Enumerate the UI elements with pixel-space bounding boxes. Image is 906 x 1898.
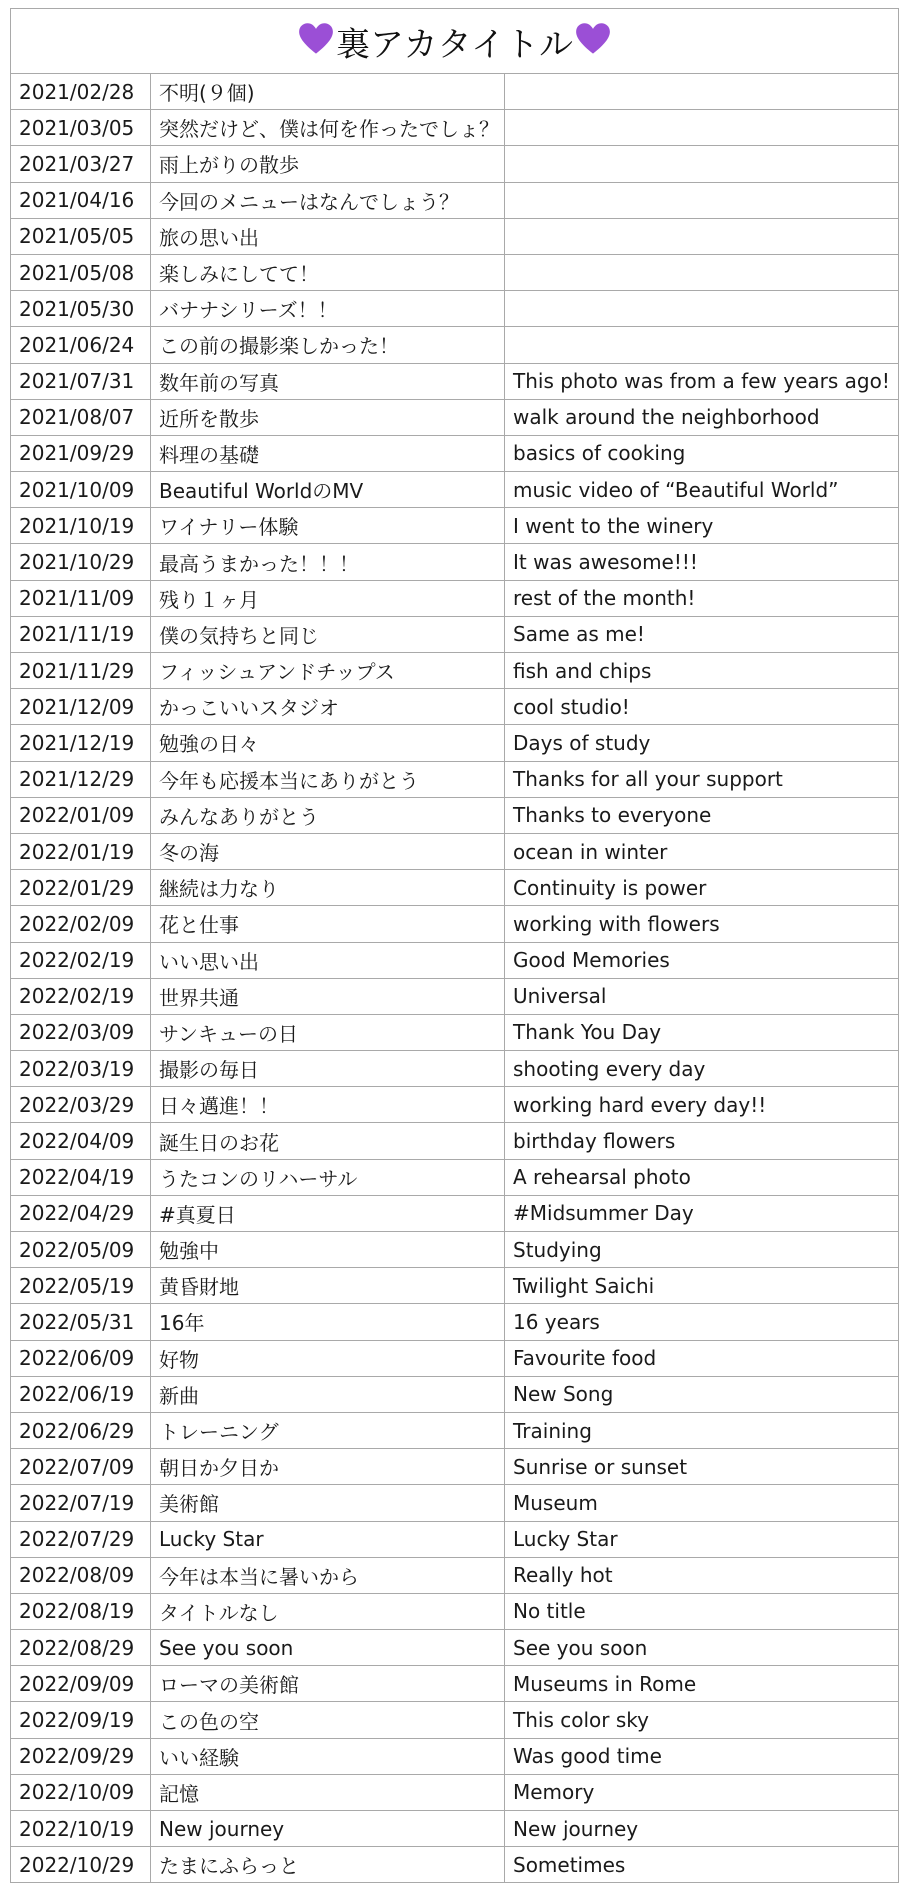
english-title-cell: ocean in winter: [505, 833, 899, 869]
table-row: [11, 1304, 899, 1340]
table-row: [11, 1376, 899, 1412]
date-cell: 2022/06/09: [11, 1340, 151, 1376]
purple-heart-icon: [298, 21, 334, 57]
english-title-cell: Training: [505, 1412, 899, 1448]
english-title-cell: I went to the winery: [505, 508, 899, 544]
table-row: [11, 580, 899, 616]
date-cell: 2022/04/19: [11, 1159, 151, 1195]
date-cell: 2022/01/29: [11, 870, 151, 906]
table-row: [11, 1449, 899, 1485]
english-title-cell: See you soon: [505, 1630, 899, 1666]
table-row: [11, 435, 899, 471]
japanese-title-cell: 数年前の写真: [151, 363, 505, 399]
english-title-cell: Days of study: [505, 725, 899, 761]
date-cell: 2021/11/19: [11, 616, 151, 652]
english-title-cell: New journey: [505, 1811, 899, 1847]
english-title-cell: Museums in Rome: [505, 1666, 899, 1702]
japanese-title-cell: 新曲: [151, 1376, 505, 1412]
japanese-title-cell: 最高うまかった！！！: [151, 544, 505, 580]
japanese-title-cell: 朝日か夕日か: [151, 1449, 505, 1485]
japanese-title-cell: 好物: [151, 1340, 505, 1376]
japanese-title-cell: 不明(９個): [151, 74, 505, 110]
table-row: [11, 1557, 899, 1593]
table-row: [11, 1702, 899, 1738]
table-row: [11, 1738, 899, 1774]
date-cell: 2021/02/28: [11, 74, 151, 110]
date-cell: 2021/06/24: [11, 327, 151, 363]
english-title-cell: Favourite food: [505, 1340, 899, 1376]
japanese-title-cell: #真夏日: [151, 1195, 505, 1231]
japanese-title-cell: 撮影の毎日: [151, 1051, 505, 1087]
date-cell: 2022/08/19: [11, 1593, 151, 1629]
japanese-title-cell: 近所を散歩: [151, 399, 505, 435]
japanese-title-cell: 冬の海: [151, 833, 505, 869]
date-cell: 2021/10/19: [11, 508, 151, 544]
english-title-cell: Universal: [505, 978, 899, 1014]
japanese-title-cell: みんなありがとう: [151, 797, 505, 833]
date-cell: 2021/09/29: [11, 435, 151, 471]
date-cell: 2021/08/07: [11, 399, 151, 435]
english-title-cell: [505, 254, 899, 290]
table-row: [11, 1666, 899, 1702]
date-cell: 2021/03/27: [11, 146, 151, 182]
table-row: [11, 1847, 899, 1883]
japanese-title-cell: 料理の基礎: [151, 435, 505, 471]
date-cell: 2022/04/29: [11, 1195, 151, 1231]
english-title-cell: Good Memories: [505, 942, 899, 978]
table-row: [11, 1051, 899, 1087]
japanese-title-cell: 旅の思い出: [151, 218, 505, 254]
english-title-cell: walk around the neighborhood: [505, 399, 899, 435]
date-cell: 2022/10/09: [11, 1774, 151, 1810]
table-row: [11, 1630, 899, 1666]
table-row: [11, 725, 899, 761]
date-cell: 2021/03/05: [11, 110, 151, 146]
japanese-title-cell: Lucky Star: [151, 1521, 505, 1557]
japanese-title-cell: うたコンのリハーサル: [151, 1159, 505, 1195]
japanese-title-cell: 僕の気持ちと同じ: [151, 616, 505, 652]
table-row: [11, 1340, 899, 1376]
english-title-cell: Lucky Star: [505, 1521, 899, 1557]
english-title-cell: [505, 327, 899, 363]
english-title-cell: Museum: [505, 1485, 899, 1521]
table-row: [11, 363, 899, 399]
english-title-cell: [505, 291, 899, 327]
english-title-cell: No title: [505, 1593, 899, 1629]
table-row: [11, 1593, 899, 1629]
table-row: [11, 1811, 899, 1847]
date-cell: 2022/05/31: [11, 1304, 151, 1340]
japanese-title-cell: 記憶: [151, 1774, 505, 1810]
date-cell: 2022/10/19: [11, 1811, 151, 1847]
date-cell: 2022/09/29: [11, 1738, 151, 1774]
date-cell: 2022/06/19: [11, 1376, 151, 1412]
japanese-title-cell: バナナシリーズ！！: [151, 291, 505, 327]
title-list-sheet: [10, 8, 898, 1883]
date-cell: 2021/05/05: [11, 218, 151, 254]
japanese-title-cell: この前の撮影楽しかった！: [151, 327, 505, 363]
english-title-cell: working with flowers: [505, 906, 899, 942]
japanese-title-cell: 黄昏財地: [151, 1268, 505, 1304]
date-cell: 2022/04/09: [11, 1123, 151, 1159]
japanese-title-cell: 日々邁進！！: [151, 1087, 505, 1123]
english-title-cell: Sunrise or sunset: [505, 1449, 899, 1485]
date-cell: 2021/11/09: [11, 580, 151, 616]
english-title-cell: Really hot: [505, 1557, 899, 1593]
table-row: [11, 472, 899, 508]
japanese-title-cell: 今年は本当に暑いから: [151, 1557, 505, 1593]
date-cell: 2022/09/09: [11, 1666, 151, 1702]
english-title-cell: This photo was from a few years ago!: [505, 363, 899, 399]
table-row: [11, 1521, 899, 1557]
table-row: [11, 616, 899, 652]
japanese-title-cell: 勉強の日々: [151, 725, 505, 761]
japanese-title-cell: 継続は力なり: [151, 870, 505, 906]
date-cell: 2022/05/09: [11, 1232, 151, 1268]
japanese-title-cell: 花と仕事: [151, 906, 505, 942]
table-row: [11, 182, 899, 218]
date-cell: 2021/10/09: [11, 472, 151, 508]
table-row: [11, 1195, 899, 1231]
table-row: [11, 1412, 899, 1448]
japanese-title-cell: ワイナリー体験: [151, 508, 505, 544]
table-row: [11, 797, 899, 833]
date-cell: 2022/08/29: [11, 1630, 151, 1666]
english-title-cell: [505, 74, 899, 110]
english-title-cell: Memory: [505, 1774, 899, 1810]
table-row: [11, 544, 899, 580]
english-title-cell: Thank You Day: [505, 1014, 899, 1050]
japanese-title-cell: ローマの美術館: [151, 1666, 505, 1702]
title-table: [10, 8, 899, 1883]
japanese-title-cell: フィッシュアンドチップス: [151, 653, 505, 689]
table-row: [11, 254, 899, 290]
table-row: [11, 1014, 899, 1050]
english-title-cell: music video of “Beautiful World”: [505, 472, 899, 508]
english-title-cell: [505, 218, 899, 254]
table-row: [11, 870, 899, 906]
english-title-cell: Twilight Saichi: [505, 1268, 899, 1304]
date-cell: 2022/06/29: [11, 1412, 151, 1448]
table-row: [11, 399, 899, 435]
japanese-title-cell: タイトルなし: [151, 1593, 505, 1629]
japanese-title-cell: See you soon: [151, 1630, 505, 1666]
japanese-title-cell: 残り１ヶ月: [151, 580, 505, 616]
table-row: [11, 291, 899, 327]
english-title-cell: Thanks for all your support: [505, 761, 899, 797]
table-row: [11, 508, 899, 544]
english-title-cell: cool studio!: [505, 689, 899, 725]
english-title-cell: Same as me!: [505, 616, 899, 652]
english-title-cell: Studying: [505, 1232, 899, 1268]
english-title-cell: Was good time: [505, 1738, 899, 1774]
japanese-title-cell: いい経験: [151, 1738, 505, 1774]
japanese-title-cell: 誕生日のお花: [151, 1123, 505, 1159]
date-cell: 2022/07/19: [11, 1485, 151, 1521]
english-title-cell: New Song: [505, 1376, 899, 1412]
english-title-cell: basics of cooking: [505, 435, 899, 471]
english-title-cell: #Midsummer Day: [505, 1195, 899, 1231]
table-row: [11, 1485, 899, 1521]
date-cell: 2021/05/08: [11, 254, 151, 290]
japanese-title-cell: 美術館: [151, 1485, 505, 1521]
date-cell: 2022/03/09: [11, 1014, 151, 1050]
date-cell: 2022/01/19: [11, 833, 151, 869]
table-row: [11, 1232, 899, 1268]
table-row: [11, 110, 899, 146]
english-title-cell: birthday flowers: [505, 1123, 899, 1159]
table-row: [11, 146, 899, 182]
table-row: [11, 1087, 899, 1123]
table-row: [11, 906, 899, 942]
table-row: [11, 833, 899, 869]
date-cell: 2021/04/16: [11, 182, 151, 218]
title-cell: [11, 9, 899, 74]
english-title-cell: 16 years: [505, 1304, 899, 1340]
date-cell: 2022/10/29: [11, 1847, 151, 1883]
title-row: [11, 9, 899, 74]
japanese-title-cell: 今回のメニューはなんでしょう？: [151, 182, 505, 218]
japanese-title-cell: サンキューの日: [151, 1014, 505, 1050]
date-cell: 2022/02/19: [11, 942, 151, 978]
table-row: [11, 218, 899, 254]
japanese-title-cell: Beautiful WorldのMV: [151, 472, 505, 508]
table-row: [11, 74, 899, 110]
date-cell: 2022/05/19: [11, 1268, 151, 1304]
japanese-title-cell: 今年も応援本当にありがとう: [151, 761, 505, 797]
table-row: [11, 1123, 899, 1159]
english-title-cell: A rehearsal photo: [505, 1159, 899, 1195]
table-row: [11, 978, 899, 1014]
english-title-cell: Continuity is power: [505, 870, 899, 906]
english-title-cell: [505, 146, 899, 182]
date-cell: 2022/09/19: [11, 1702, 151, 1738]
date-cell: 2021/05/30: [11, 291, 151, 327]
date-cell: 2022/02/09: [11, 906, 151, 942]
purple-heart-icon: [575, 21, 611, 57]
table-row: [11, 1159, 899, 1195]
english-title-cell: It was awesome!!!: [505, 544, 899, 580]
table-row: [11, 689, 899, 725]
english-title-cell: Sometimes: [505, 1847, 899, 1883]
japanese-title-cell: いい思い出: [151, 942, 505, 978]
table-row: [11, 653, 899, 689]
page-title: 裏アカタイトル: [336, 24, 573, 65]
date-cell: 2022/08/09: [11, 1557, 151, 1593]
japanese-title-cell: かっこいいスタジオ: [151, 689, 505, 725]
english-title-cell: [505, 110, 899, 146]
date-cell: 2021/10/29: [11, 544, 151, 580]
japanese-title-cell: New journey: [151, 1811, 505, 1847]
english-title-cell: Thanks to everyone: [505, 797, 899, 833]
table-row: [11, 327, 899, 363]
date-cell: 2022/01/09: [11, 797, 151, 833]
english-title-cell: rest of the month!: [505, 580, 899, 616]
japanese-title-cell: トレーニング: [151, 1412, 505, 1448]
japanese-title-cell: 雨上がりの散歩: [151, 146, 505, 182]
japanese-title-cell: 楽しみにしてて！: [151, 254, 505, 290]
table-row: [11, 1774, 899, 1810]
table-row: [11, 1268, 899, 1304]
date-cell: 2021/12/29: [11, 761, 151, 797]
table-row: [11, 761, 899, 797]
date-cell: 2022/07/29: [11, 1521, 151, 1557]
english-title-cell: working hard every day!!: [505, 1087, 899, 1123]
date-cell: 2021/11/29: [11, 653, 151, 689]
table-row: [11, 942, 899, 978]
date-cell: 2021/07/31: [11, 363, 151, 399]
date-cell: 2022/03/29: [11, 1087, 151, 1123]
japanese-title-cell: 突然だけど、僕は何を作ったでしょ？: [151, 110, 505, 146]
japanese-title-cell: 16年: [151, 1304, 505, 1340]
date-cell: 2022/02/19: [11, 978, 151, 1014]
date-cell: 2022/03/19: [11, 1051, 151, 1087]
date-cell: 2021/12/19: [11, 725, 151, 761]
japanese-title-cell: 世界共通: [151, 978, 505, 1014]
japanese-title-cell: たまにふらっと: [151, 1847, 505, 1883]
english-title-cell: [505, 182, 899, 218]
english-title-cell: fish and chips: [505, 653, 899, 689]
english-title-cell: This color sky: [505, 1702, 899, 1738]
japanese-title-cell: 勉強中: [151, 1232, 505, 1268]
japanese-title-cell: この色の空: [151, 1702, 505, 1738]
date-cell: 2022/07/09: [11, 1449, 151, 1485]
date-cell: 2021/12/09: [11, 689, 151, 725]
english-title-cell: shooting every day: [505, 1051, 899, 1087]
